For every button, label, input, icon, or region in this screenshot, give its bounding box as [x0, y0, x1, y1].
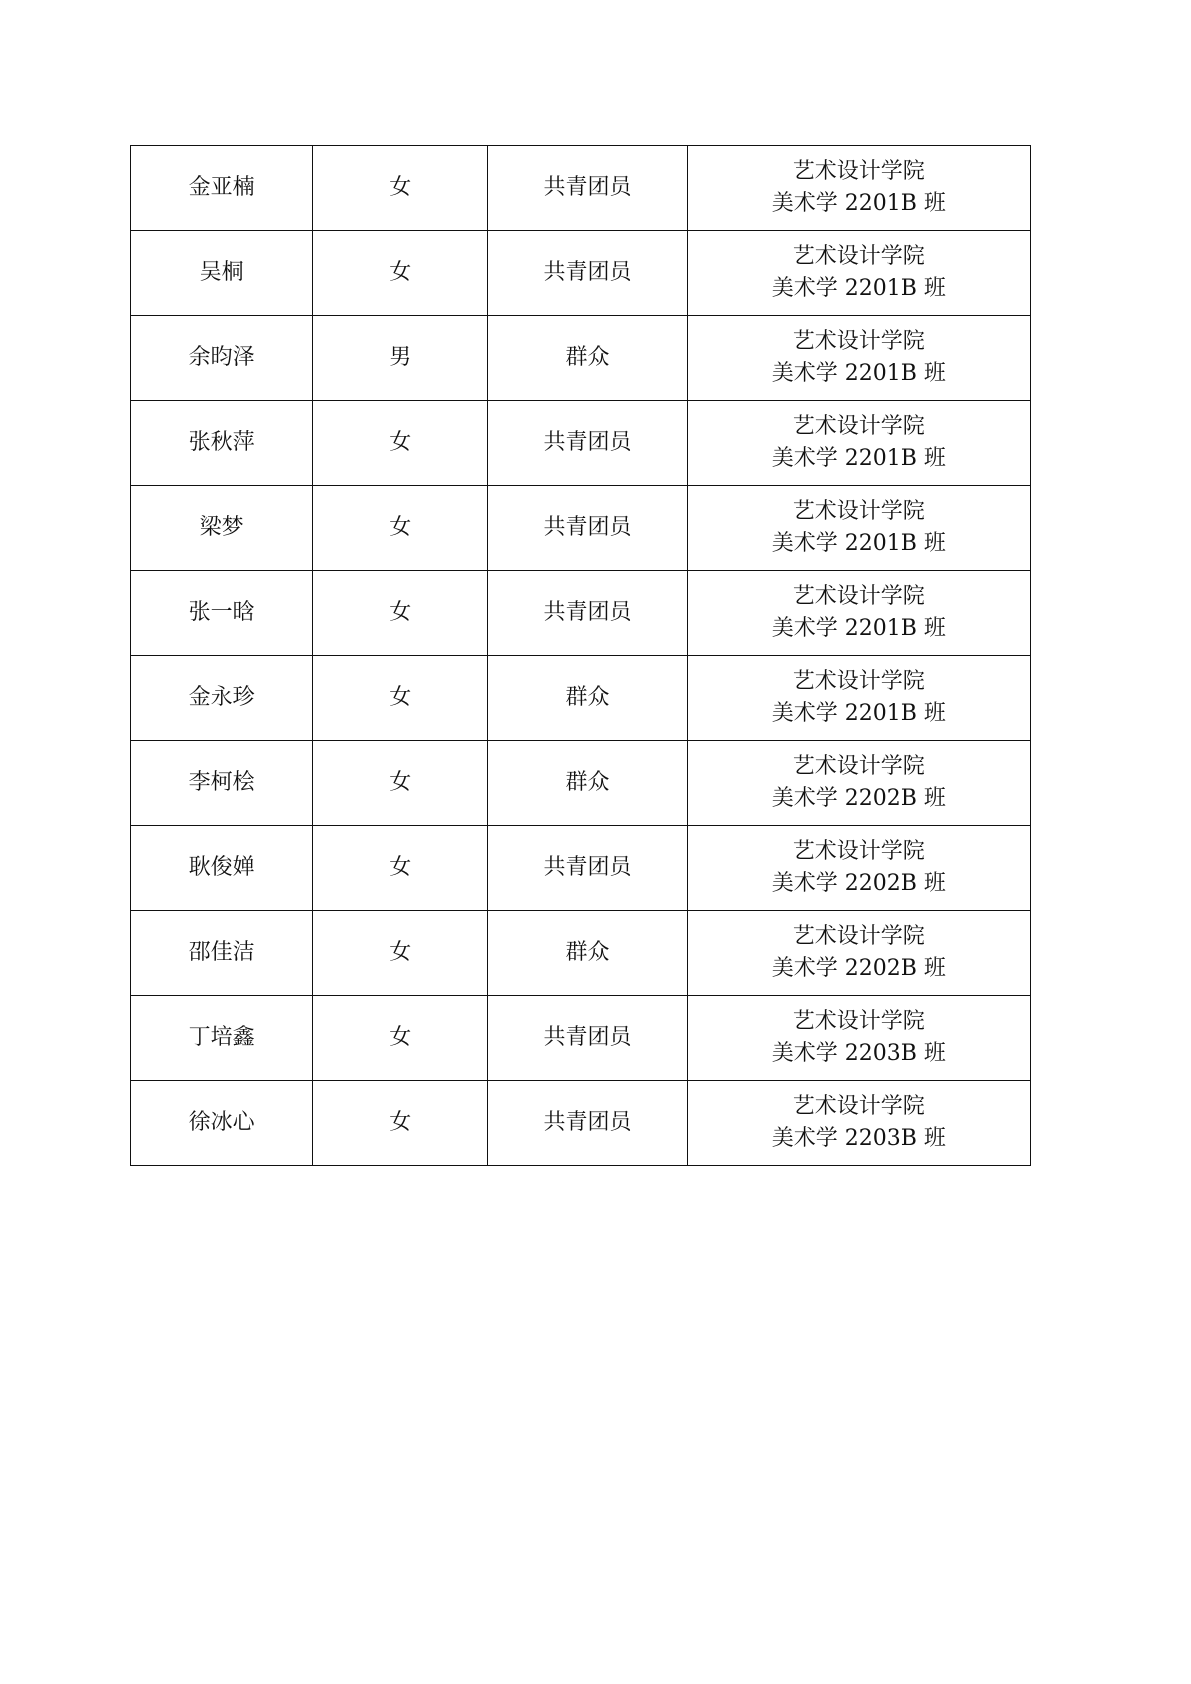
name-cell: 李柯桧	[131, 741, 313, 826]
table-row	[131, 401, 1031, 486]
gender-cell: 女	[313, 656, 488, 741]
unit-cell	[687, 231, 1030, 316]
unit-cell	[687, 996, 1030, 1081]
college-text: 艺术设计学院	[792, 839, 925, 864]
name-cell: 张秋萍	[131, 401, 313, 486]
unit-cell	[687, 146, 1030, 231]
political-status-cell: 群众	[488, 656, 687, 741]
class-text: 美术学 2203B 班	[771, 1126, 946, 1151]
name-cell: 丁培鑫	[131, 996, 313, 1081]
unit-cell	[687, 1081, 1030, 1166]
table-row	[131, 1081, 1031, 1166]
political-status-cell: 共青团员	[488, 231, 687, 316]
gender-cell: 女	[313, 401, 488, 486]
table-row	[131, 486, 1031, 571]
table-row	[131, 656, 1031, 741]
gender-cell: 女	[313, 1081, 488, 1166]
college-text: 艺术设计学院	[792, 1094, 925, 1119]
college-text: 艺术设计学院	[792, 244, 925, 269]
political-status-cell: 共青团员	[488, 401, 687, 486]
name-cell: 徐冰心	[131, 1081, 313, 1166]
class-text: 美术学 2202B 班	[771, 786, 946, 811]
college-text: 艺术设计学院	[792, 924, 925, 949]
class-text: 美术学 2203B 班	[771, 1041, 946, 1066]
name-cell: 梁梦	[131, 486, 313, 571]
political-status-cell: 共青团员	[488, 486, 687, 571]
table-row	[131, 741, 1031, 826]
class-text: 美术学 2201B 班	[771, 361, 946, 386]
table-row	[131, 996, 1031, 1081]
table-row	[131, 826, 1031, 911]
gender-cell: 女	[313, 741, 488, 826]
unit-cell	[687, 826, 1030, 911]
political-status-cell: 共青团员	[488, 1081, 687, 1166]
political-status-cell: 群众	[488, 316, 687, 401]
class-text: 美术学 2201B 班	[771, 276, 946, 301]
gender-cell: 女	[313, 231, 488, 316]
gender-cell: 女	[313, 996, 488, 1081]
college-text: 艺术设计学院	[792, 754, 925, 779]
class-text: 美术学 2201B 班	[771, 191, 946, 216]
name-cell: 金亚楠	[131, 146, 313, 231]
political-status-cell: 群众	[488, 741, 687, 826]
name-cell: 邵佳洁	[131, 911, 313, 996]
table-row	[131, 911, 1031, 996]
gender-cell: 女	[313, 826, 488, 911]
unit-cell	[687, 571, 1030, 656]
college-text: 艺术设计学院	[792, 584, 925, 609]
table-row	[131, 571, 1031, 656]
student-roster-table	[130, 145, 1031, 1166]
gender-cell: 女	[313, 146, 488, 231]
gender-cell: 女	[313, 571, 488, 656]
roster-body	[131, 146, 1031, 1166]
name-cell: 耿俊婵	[131, 826, 313, 911]
gender-cell: 女	[313, 486, 488, 571]
unit-cell	[687, 911, 1030, 996]
political-status-cell: 共青团员	[488, 146, 687, 231]
class-text: 美术学 2202B 班	[771, 871, 946, 896]
name-cell: 余昀泽	[131, 316, 313, 401]
college-text: 艺术设计学院	[792, 159, 925, 184]
political-status-cell: 共青团员	[488, 996, 687, 1081]
college-text: 艺术设计学院	[792, 414, 925, 439]
class-text: 美术学 2202B 班	[771, 956, 946, 981]
unit-cell	[687, 486, 1030, 571]
class-text: 美术学 2201B 班	[771, 701, 946, 726]
political-status-cell: 共青团员	[488, 571, 687, 656]
table-row	[131, 316, 1031, 401]
class-text: 美术学 2201B 班	[771, 531, 946, 556]
name-cell: 吴桐	[131, 231, 313, 316]
college-text: 艺术设计学院	[792, 499, 925, 524]
college-text: 艺术设计学院	[792, 329, 925, 354]
gender-cell: 男	[313, 316, 488, 401]
political-status-cell: 群众	[488, 911, 687, 996]
unit-cell	[687, 741, 1030, 826]
political-status-cell: 共青团员	[488, 826, 687, 911]
college-text: 艺术设计学院	[792, 1009, 925, 1034]
table-row	[131, 146, 1031, 231]
table-row	[131, 231, 1031, 316]
class-text: 美术学 2201B 班	[771, 616, 946, 641]
name-cell: 张一晗	[131, 571, 313, 656]
unit-cell	[687, 656, 1030, 741]
class-text: 美术学 2201B 班	[771, 446, 946, 471]
college-text: 艺术设计学院	[792, 669, 925, 694]
unit-cell	[687, 401, 1030, 486]
gender-cell: 女	[313, 911, 488, 996]
name-cell: 金永珍	[131, 656, 313, 741]
unit-cell	[687, 316, 1030, 401]
